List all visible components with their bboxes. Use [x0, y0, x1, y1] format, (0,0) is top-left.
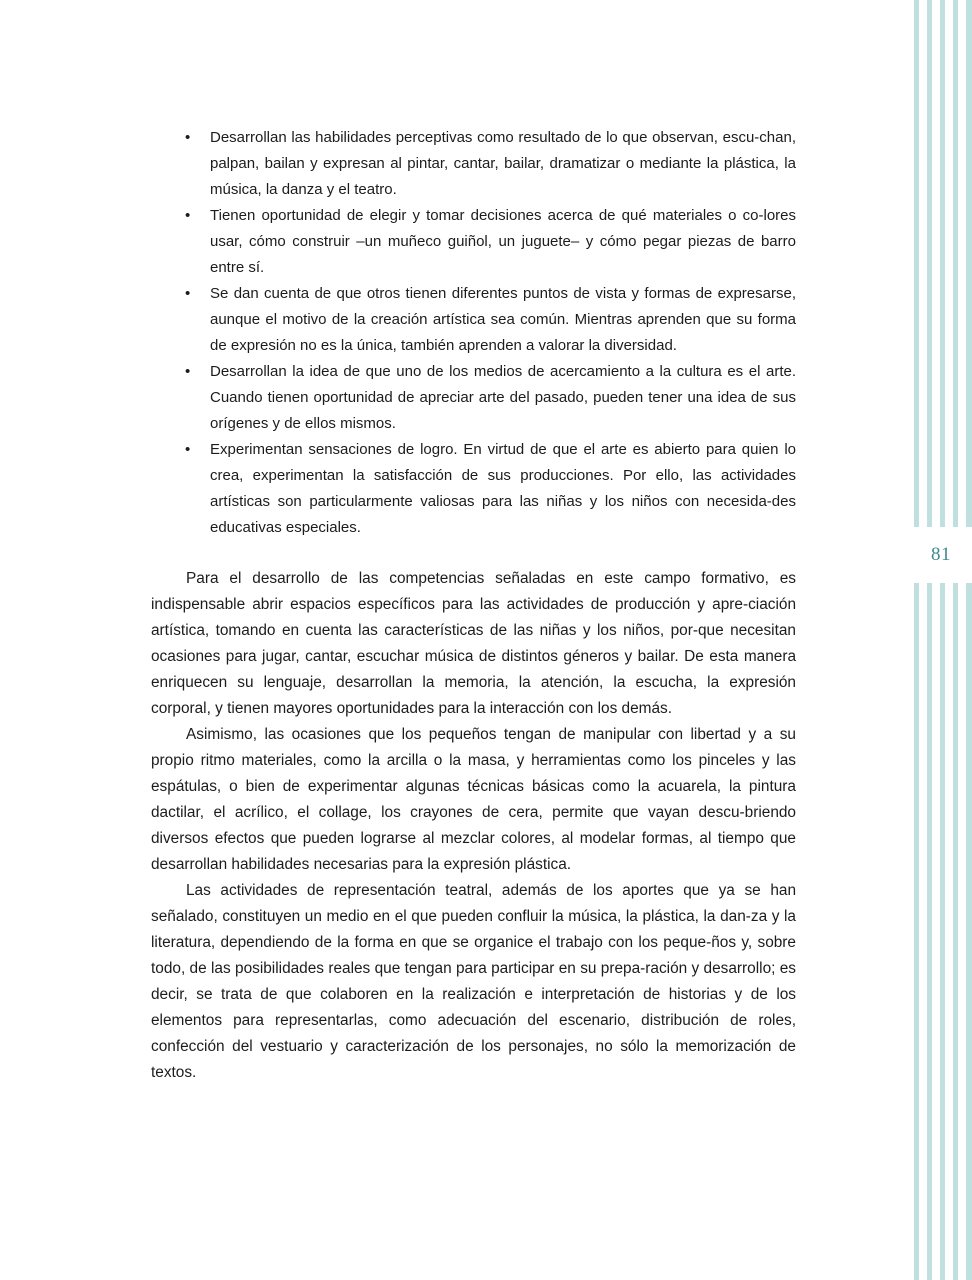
- bullet-text: Desarrollan la idea de que uno de los medios de acercamiento a la cultura es el arte. Cuando tienen oportunidad de apreciar arte del pasado, pueden tener una idea de sus orígenes y de ellos mismos.: [210, 363, 796, 432]
- bullet-icon: •: [185, 285, 191, 302]
- page-number-box: [910, 527, 972, 583]
- paragraph: Asimismo, las ocasiones que los pequeños tengan de manipular con libertad y a su propio ritmo materiales, como la arcilla o la masa, y herramientas como los pinceles y las espátulas, o bien de experimentar algunas técnicas básicas como la acuarela, la pintura dactilar, el acrílico, el collage, los crayones de cera, permite que vayan descu-briendo diversos efectos que pueden lograrse al mezclar colores, al modelar formas, al tiempo que desarrollan habilidades necesarias para la expresión plástica.: [151, 726, 796, 873]
- bullet-item: [183, 125, 796, 203]
- bullet-icon: •: [185, 441, 191, 458]
- margin-stripe: [940, 0, 945, 1280]
- bullet-item: [183, 437, 796, 541]
- bullet-text: Se dan cuenta de que otros tienen diferentes puntos de vista y formas de expresarse, aunque el motivo de la creación artística sea común. Mientras aprenden que su forma de expresión no es la única, también aprenden a valorar la diversidad.: [210, 285, 796, 354]
- margin-stripe: [953, 0, 958, 1280]
- bullet-text: Desarrollan las habilidades perceptivas como resultado de lo que observan, escu-chan, palpan, bailan y expresan al pintar, cantar, bailar, dramatizar o mediante la plástica, la música, la danza y el teatro.: [210, 129, 796, 198]
- bullet-text: Tienen oportunidad de elegir y tomar decisiones acerca de qué materiales o co-lores usar, cómo construir –un muñeco guiñol, un juguete– y cómo pegar piezas de barro entre sí.: [210, 207, 796, 276]
- bullet-item: [183, 359, 796, 437]
- margin-stripe: [927, 0, 932, 1280]
- paragraph: Las actividades de representación teatral, además de los aportes que ya se han señalado, constituyen un medio en el que pueden confluir la música, la plástica, la dan-za y la literatura, dependiendo de la forma en que se organice el trabajo con los peque-ños y, sobre todo, de las posibilidades reales que tengan para participar en su prepa-ración y desarrollo; es decir, se trata de que colaboren en la realización e interpretación de historias y de los elementos para representarlas, como adecuación del escenario, distribución de roles, confección del vestuario y caracterización de los personajes, no sólo la memorización de textos.: [151, 882, 796, 1081]
- margin-stripe: [914, 0, 919, 1280]
- bullet-icon: •: [185, 363, 191, 380]
- body-text: [151, 566, 796, 1086]
- bullet-list: [183, 125, 796, 541]
- bullet-item: [183, 203, 796, 281]
- bullet-item: [183, 281, 796, 359]
- margin-stripes: [910, 0, 972, 1280]
- margin-stripe: [966, 0, 972, 1280]
- page-number: 81: [931, 544, 951, 565]
- bullet-icon: •: [185, 207, 191, 224]
- paragraph: Para el desarrollo de las competencias señaladas en este campo formativo, es indispensable abrir espacios específicos para las actividades de producción y apre-ciación artística, tomando en cuenta las características de las niñas y los niños, por-que necesitan ocasiones para jugar, cantar, escuchar música de distintos géneros y bailar. De esta manera enriquecen su lenguaje, desarrollan la memoria, la atención, la escucha, la expresión corporal, y tienen mayores oportunidades para la interacción con los demás.: [151, 570, 796, 717]
- bullet-icon: •: [185, 129, 191, 146]
- bullet-text: Experimentan sensaciones de logro. En virtud de que el arte es abierto para quien lo crea, experimentan la satisfacción de sus producciones. Por ello, las actividades artísticas son particularmente valiosas para las niñas y los niños con necesida-des educativas especiales.: [210, 441, 796, 536]
